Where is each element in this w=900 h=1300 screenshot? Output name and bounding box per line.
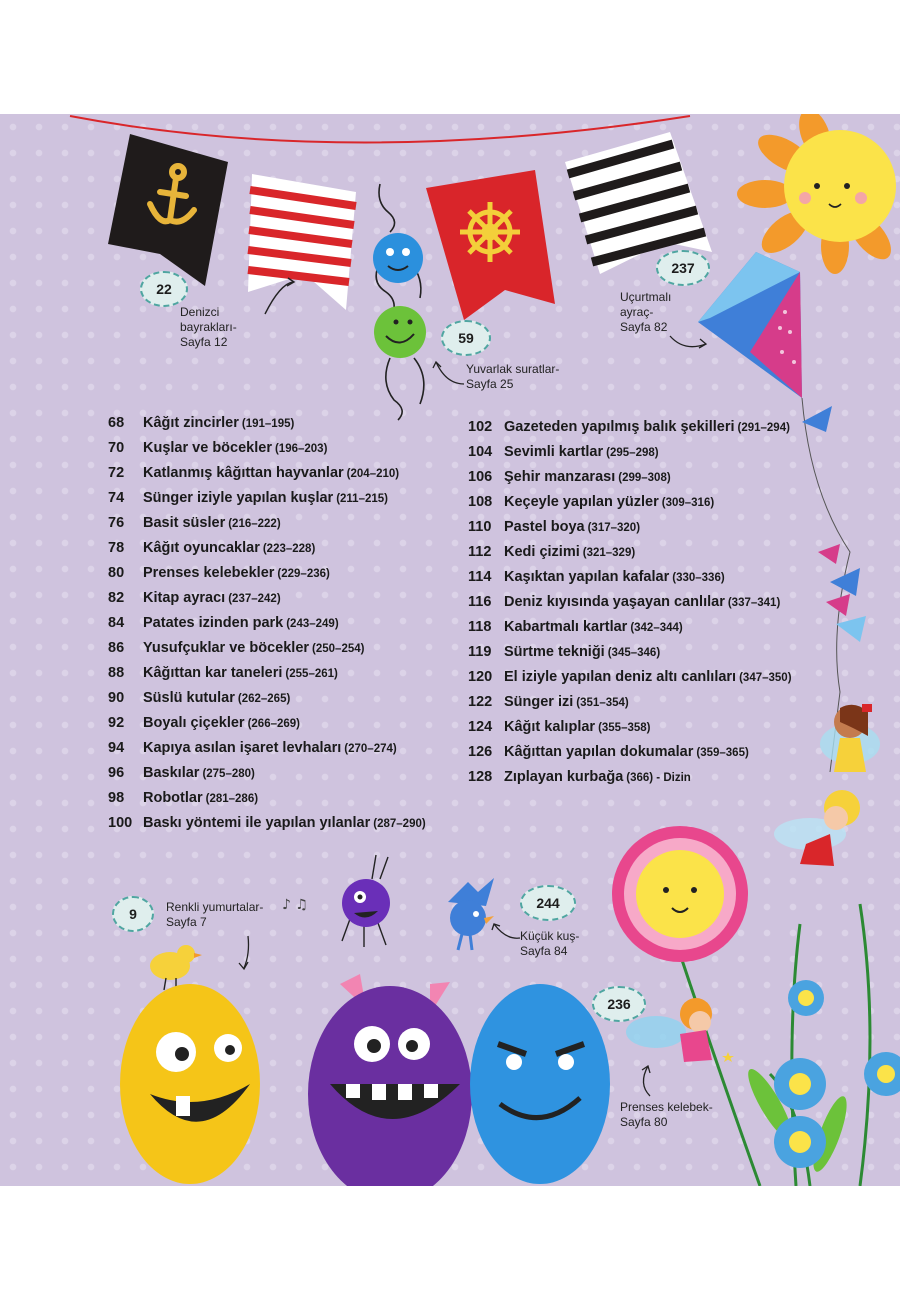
toc-title-text: Sürtme tekniği bbox=[504, 644, 605, 660]
toc-title bbox=[143, 787, 258, 810]
toc-title-text: Kitap ayracı bbox=[143, 590, 226, 606]
toc-range: (270–274) bbox=[344, 743, 397, 755]
flags-caption: Denizci bayrakları- Sayfa 12 bbox=[180, 305, 237, 349]
toc-title-text: Deniz kıyısında yaşayan canlılar bbox=[504, 594, 725, 610]
toc-title-text: Keçeyle yapılan yüzler bbox=[504, 494, 659, 510]
flags-page-badge: 22 bbox=[140, 271, 188, 307]
toc-title bbox=[143, 662, 338, 685]
toc-title bbox=[504, 666, 792, 689]
bird-page-badge: 244 bbox=[520, 885, 576, 921]
toc-page-number: 110 bbox=[468, 519, 492, 535]
fairy-page-badge: 236 bbox=[592, 986, 646, 1022]
toc-page-number: 90 bbox=[108, 690, 125, 706]
round-faces-illustration bbox=[350, 182, 440, 422]
toc-range: (287–290) bbox=[373, 818, 426, 830]
toc-page-number: 84 bbox=[108, 615, 125, 631]
toc-title bbox=[143, 587, 281, 610]
toc-title-text: Patates izinden park bbox=[143, 615, 284, 631]
toc-title-text: Süslü kutular bbox=[143, 690, 235, 706]
fairy-with-kite-icon bbox=[820, 704, 880, 772]
toc-range: (321–329) bbox=[582, 547, 636, 559]
toc-title bbox=[143, 812, 426, 835]
toc-range: (211–215) bbox=[336, 493, 388, 505]
toc-title-text: Zıplayan kurbağa bbox=[504, 769, 624, 785]
toc-page-number: 80 bbox=[108, 565, 125, 581]
toc-page-number: 94 bbox=[108, 740, 125, 756]
toc-page-number: 82 bbox=[108, 590, 125, 606]
toc-page-number: 122 bbox=[468, 694, 493, 710]
toc-title-text: Robotlar bbox=[143, 790, 203, 806]
toc-title-text: Kapıya asılan işaret levhaları bbox=[143, 740, 342, 756]
toc-page-number: 76 bbox=[108, 515, 125, 531]
toc-left-column bbox=[108, 412, 448, 842]
toc-page-number: 74 bbox=[108, 490, 125, 506]
toc-title-text: Kâğıt oyuncaklar bbox=[143, 540, 260, 556]
toc-range: (330–336) bbox=[672, 572, 725, 584]
fairy-caption: Prenses kelebek- Sayfa 80 bbox=[620, 1100, 713, 1129]
toc-title bbox=[143, 412, 294, 435]
toc-title bbox=[143, 737, 397, 760]
toc-title bbox=[504, 416, 790, 439]
toc-range: (243–249) bbox=[286, 618, 339, 630]
toc-title bbox=[143, 712, 300, 735]
toc-title-text: Kedi çizimi bbox=[504, 544, 580, 560]
toc-page-number: 106 bbox=[468, 469, 493, 485]
toc-range: (351–354) bbox=[576, 697, 629, 709]
striped-flag-icon bbox=[248, 174, 356, 310]
toc-range: (275–280) bbox=[202, 768, 255, 780]
flowers-illustration bbox=[610, 774, 900, 1186]
toc-range: (216–222) bbox=[228, 518, 281, 530]
toc-range: (355–358) bbox=[598, 722, 651, 734]
toc-right-column bbox=[468, 416, 808, 796]
toc-title bbox=[143, 537, 315, 560]
toc-title bbox=[504, 466, 671, 489]
toc-page-number: 118 bbox=[468, 619, 492, 635]
toc-range: (237–242) bbox=[228, 593, 281, 605]
toc-title bbox=[504, 541, 635, 564]
toc-title bbox=[504, 616, 683, 639]
toc-title bbox=[504, 441, 659, 464]
toc-title-text: Kâğıt zincirler bbox=[143, 415, 239, 431]
toc-title bbox=[504, 516, 640, 539]
toc-title-text: Katlanmış kâğıttan hayvanlar bbox=[143, 465, 344, 481]
painted-eggs-illustration bbox=[110, 944, 630, 1186]
toc-page-number: 126 bbox=[468, 744, 493, 760]
toc-title bbox=[143, 487, 388, 510]
fairy-middle-icon bbox=[626, 998, 734, 1062]
faces-arrow-icon bbox=[428, 354, 468, 394]
toc-title-text: Pastel boya bbox=[504, 519, 585, 535]
toc-range: (291–294) bbox=[737, 422, 790, 434]
toc-range: (359–365) bbox=[696, 747, 749, 759]
eggs-page-badge: 9 bbox=[112, 896, 154, 932]
toc-page-number: 96 bbox=[108, 765, 125, 781]
toc-page-number: 124 bbox=[468, 719, 493, 735]
toc-title-text: Şehir manzarası bbox=[504, 469, 616, 485]
toc-title bbox=[504, 591, 780, 614]
toc-range: (223–228) bbox=[262, 543, 316, 555]
toc-range: (317–320) bbox=[587, 522, 641, 534]
toc-page-number: 70 bbox=[108, 440, 125, 456]
toc-page-number: 78 bbox=[108, 540, 125, 556]
toc-title-text: Kâğıttan kar taneleri bbox=[143, 665, 283, 681]
helm-flag-icon bbox=[426, 170, 555, 320]
toc-title-text: Yusufçuklar ve böcekler bbox=[143, 640, 310, 656]
toc-range: (299–308) bbox=[618, 472, 671, 484]
toc-title bbox=[143, 612, 339, 635]
bird-caption: Küçük kuş- Sayfa 84 bbox=[520, 929, 580, 958]
toc-range: (309–316) bbox=[661, 497, 715, 509]
toc-title bbox=[504, 716, 651, 739]
toc-title-text: Basit süsler bbox=[143, 515, 226, 531]
toc-title bbox=[143, 762, 255, 785]
toc-title bbox=[504, 641, 660, 664]
toc-page-number: 108 bbox=[468, 494, 493, 510]
toc-range: (255–261) bbox=[285, 668, 338, 680]
toc-page-number: 86 bbox=[108, 640, 125, 656]
toc-title bbox=[504, 691, 629, 714]
toc-title-text: Sevimli kartlar bbox=[504, 444, 604, 460]
toc-title-text: Baskı yöntemi ile yapılan yılanlar bbox=[143, 815, 371, 831]
yellow-bird-icon bbox=[150, 945, 202, 990]
toc-title-text: Prenses kelebekler bbox=[143, 565, 275, 581]
toc-title-text: Gazeteden yapılmış balık şekilleri bbox=[504, 419, 735, 435]
eggs-caption: Renkli yumurtalar- Sayfa 7 bbox=[166, 900, 264, 929]
fairy-top-icon bbox=[774, 790, 860, 866]
kite-page-badge: 237 bbox=[656, 250, 710, 286]
toc-title bbox=[504, 491, 714, 514]
toc-page-number: 128 bbox=[468, 769, 493, 785]
toc-page-number: 98 bbox=[108, 790, 125, 806]
toc-title bbox=[504, 566, 725, 589]
toc-title-text: El iziyle yapılan deniz altı canlıları bbox=[504, 669, 737, 685]
toc-title-text: Baskılar bbox=[143, 765, 200, 781]
toc-title bbox=[143, 462, 399, 485]
pink-flower-icon bbox=[612, 826, 748, 962]
toc-title bbox=[143, 562, 330, 585]
toc-range: (204–210) bbox=[346, 468, 400, 480]
svg-text:♪ ♫: ♪ ♫ bbox=[282, 897, 308, 913]
toc-page-number: 112 bbox=[468, 544, 492, 560]
toc-title-text: Sünger izi bbox=[504, 694, 574, 710]
toc-title bbox=[143, 437, 327, 460]
faces-caption: Yuvarlak suratlar- Sayfa 25 bbox=[466, 362, 560, 391]
toc-range: (229–236) bbox=[277, 568, 330, 580]
toc-title-text: Kuşlar ve böcekler bbox=[143, 440, 272, 456]
toc-range: (250–254) bbox=[312, 643, 365, 655]
monster-bug-illustration bbox=[280, 849, 400, 949]
toc-page-number: 116 bbox=[468, 594, 492, 610]
toc-range: (262–265) bbox=[237, 693, 291, 705]
kite-caption: Uçurtmalı ayraç- Sayfa 82 bbox=[620, 290, 672, 334]
toc-range: (295–298) bbox=[606, 447, 659, 459]
toc-range: (196–203) bbox=[274, 443, 328, 455]
toc-range: (366) - Dizin bbox=[626, 772, 691, 784]
toc-page-number: 119 bbox=[468, 644, 492, 660]
toc-range: (191–195) bbox=[241, 418, 295, 430]
toc-title bbox=[143, 512, 281, 535]
toc-title-text: Kabartmalı kartlar bbox=[504, 619, 628, 635]
toc-page-number: 100 bbox=[108, 815, 133, 831]
toc-page-number: 68 bbox=[108, 415, 125, 431]
kite-arrow-icon bbox=[666, 324, 716, 354]
toc-title-text: Kâğıt kalıplar bbox=[504, 719, 596, 735]
toc-range: (337–341) bbox=[727, 597, 781, 609]
toc-title-text: Boyalı çiçekler bbox=[143, 715, 245, 731]
toc-page-number: 72 bbox=[108, 465, 125, 481]
toc-page-number: 88 bbox=[108, 665, 125, 681]
contents-page bbox=[0, 114, 900, 1186]
toc-title bbox=[504, 741, 749, 764]
small-bird-illustration bbox=[438, 872, 508, 952]
toc-title-text: Sünger iziyle yapılan kuşlar bbox=[143, 490, 334, 506]
toc-range: (347–350) bbox=[739, 672, 792, 684]
toc-title-text: Kaşıktan yapılan kafalar bbox=[504, 569, 670, 585]
toc-page-number: 102 bbox=[468, 419, 493, 435]
toc-range: (281–286) bbox=[205, 793, 259, 805]
toc-title bbox=[143, 687, 290, 710]
sun-illustration bbox=[735, 114, 900, 264]
toc-page-number: 92 bbox=[108, 715, 125, 731]
toc-title-text: Kâğıttan yapılan dokumalar bbox=[504, 744, 694, 760]
toc-range: (345–346) bbox=[607, 647, 661, 659]
anchor-flag-icon bbox=[108, 134, 228, 286]
toc-page-number: 104 bbox=[468, 444, 493, 460]
toc-range: (342–344) bbox=[630, 622, 683, 634]
toc-range: (266–269) bbox=[247, 718, 301, 730]
toc-page-number: 120 bbox=[468, 669, 493, 685]
toc-title bbox=[143, 637, 364, 660]
faces-page-badge: 59 bbox=[441, 320, 491, 356]
toc-page-number: 114 bbox=[468, 569, 492, 585]
